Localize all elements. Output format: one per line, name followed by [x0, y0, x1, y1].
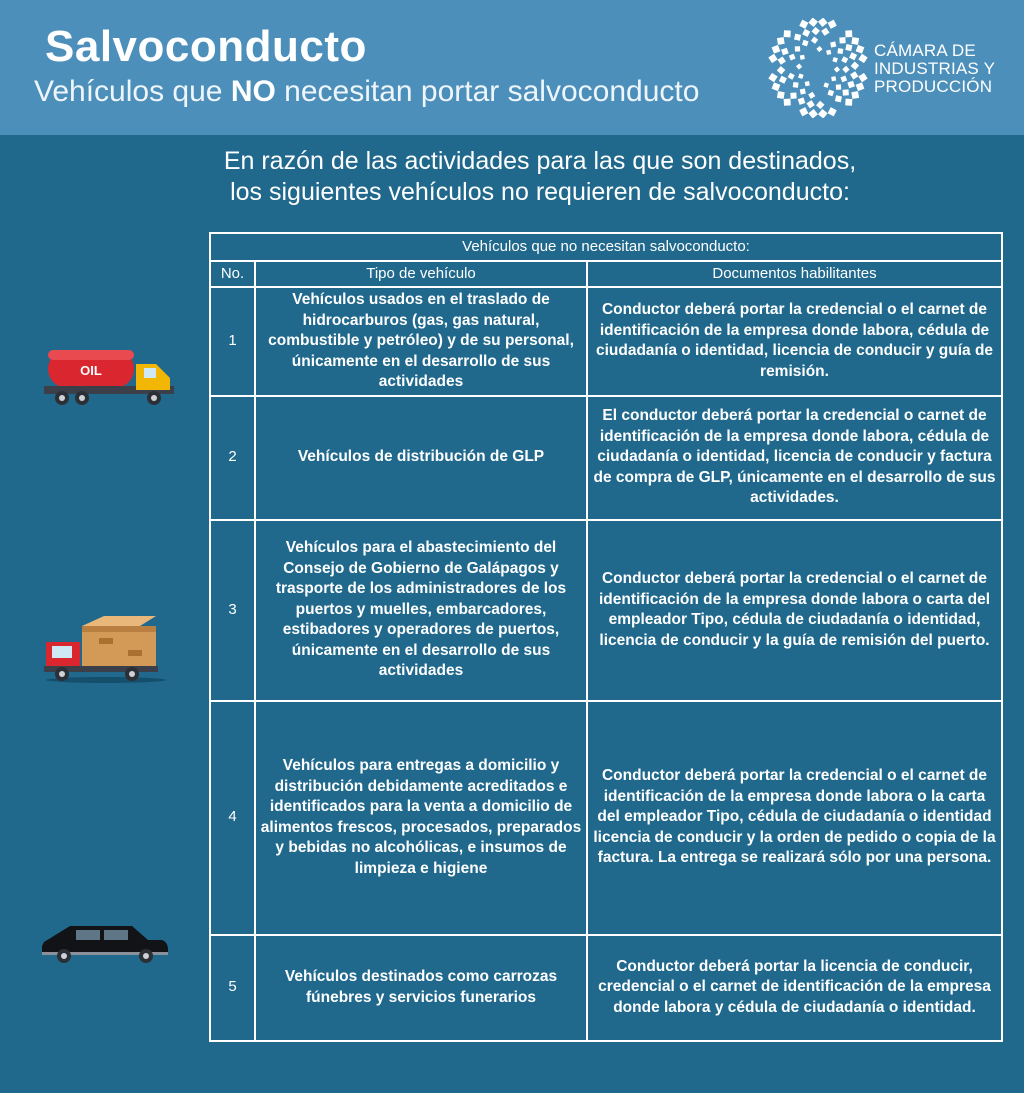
- vehicle-type-cell: Vehículos usados en el traslado de hidrocarburos (gas, gas natural, combustible y petróleo) y de su personal, únicamente en el desarrollo de sus actividades: [255, 287, 587, 396]
- documents-cell: Conductor deberá portar la credencial o el carnet de identificación de la empresa donde labora o la carta del empleador Tipo, cédula de ciudadanía o identidad licencia de conducir y la orden de pedido o copia de la factura. La entrega se realizará sólo por una persona.: [587, 701, 1002, 935]
- vehicle-type-cell: Vehículos de distribución de GLP: [255, 396, 587, 520]
- vehicle-type-cell: Vehículos para entregas a domicilio y distribución debidamente acreditados e identificados para la venta a domicilio de alimentos frescos, procesados, preparados y bebidas no alcohólicas, e insumos de limpieza e higiene: [255, 701, 587, 935]
- row-number: 2: [210, 396, 255, 520]
- vehicle-type-cell: Vehículos para el abastecimiento del Consejo de Gobierno de Galápagos y trasporte de los administradores de los puertos y muelles, embarcadores, estibadores y operadores de puertos, únicamente en el desarrollo de sus actividades: [255, 520, 587, 701]
- row-number: 4: [210, 701, 255, 935]
- table-row: [210, 701, 1002, 935]
- oil-tanker-truck-icon: [44, 346, 178, 412]
- table-row: [210, 520, 1002, 701]
- table-row: [210, 396, 1002, 520]
- documents-cell: Conductor deberá portar la credencial o el carnet de identificación de la empresa donde labora, cédula de ciudadanía o identidad, licencia de conducir y guía de remisión.: [587, 287, 1002, 396]
- subtitle-emphasis: NO: [230, 75, 276, 108]
- intro-text: [0, 146, 1024, 208]
- oil-label: OIL: [80, 363, 102, 378]
- cargo-truck-icon: [44, 612, 168, 686]
- header-band: [0, 0, 1024, 135]
- intro-line: los siguientes vehículos no requieren de salvoconducto:: [230, 178, 850, 206]
- camara-logo-icon: [768, 18, 868, 118]
- logo-text: [874, 42, 995, 96]
- column-header: Tipo de vehículo: [255, 261, 587, 287]
- table-row: [210, 935, 1002, 1041]
- subtitle-suffix: necesitan portar salvoconducto: [275, 75, 700, 108]
- column-header: Documentos habilitantes: [587, 261, 1002, 287]
- table-header-row: [210, 261, 1002, 287]
- vehicle-type-cell: Vehículos destinados como carrozas fúnebres y servicios funerarios: [255, 935, 587, 1041]
- row-number: 5: [210, 935, 255, 1041]
- column-header: No.: [210, 261, 255, 287]
- table-caption: Vehículos que no necesitan salvoconducto:: [210, 233, 1002, 261]
- documents-cell: Conductor deberá portar la credencial o el carnet de identificación de la empresa donde labora o carta del empleador Tipo, cédula de ciudadanía o identidad, licencia de conducir y la guía de remisión del puerto.: [587, 520, 1002, 701]
- documents-cell: Conductor deberá portar la licencia de conducir, credencial o el carnet de identificación de la empresa donde labora y cédula de ciudadanía o identidad.: [587, 935, 1002, 1041]
- row-number: 1: [210, 287, 255, 396]
- intro-line: En razón de las actividades para las que son destinados,: [223, 147, 857, 175]
- page-title: Salvoconducto: [45, 22, 367, 71]
- vehicles-table: [209, 232, 1003, 1042]
- subtitle-prefix: Vehículos que: [34, 75, 231, 108]
- documents-cell: El conductor deberá portar la credencial o carnet de identificación de la empresa donde labora, cédula de ciudadanía o identidad, licencia de conducir y factura de compra de GLP, únicamente en el desarrollo de sus actividades.: [587, 396, 1002, 520]
- logo-line: PRODUCCIÓN: [874, 77, 993, 96]
- hearse-car-icon: [40, 922, 170, 966]
- logo-line: CÁMARA DE: [874, 41, 976, 60]
- row-number: 3: [210, 520, 255, 701]
- table-row: [210, 287, 1002, 396]
- table-caption-row: [210, 233, 1002, 261]
- logo-line: INDUSTRIAS Y: [874, 59, 996, 78]
- page-subtitle: [34, 75, 699, 109]
